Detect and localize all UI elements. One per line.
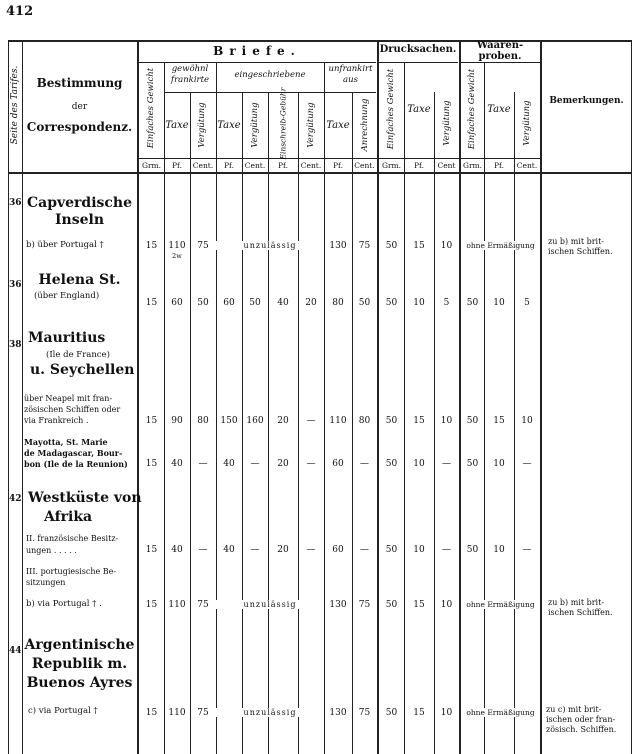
cell: 15 [145,241,158,251]
col-header-bemerkungen: Bemerkungen. [549,96,624,106]
unit-cell: Pf. [494,161,504,170]
country-name: Republik m. [31,656,128,672]
cell: — [250,459,260,469]
cell: 10 [413,459,425,469]
seite-number: 36 [9,198,22,208]
col-header-eingeschriebene: eingeschriebene [234,70,306,80]
col-header-gewicht-briefe: Einfaches Gewicht [146,67,156,149]
cell: — [306,416,316,426]
cell: — [360,459,369,469]
cell: 110 [168,708,186,718]
cell: 40 [171,545,183,555]
cell: 15 [145,459,158,469]
col-header-verguetung-5: Vergütung [522,100,532,146]
cell: 75 [197,241,209,251]
country-name: u. Seychellen [30,362,135,378]
unit-cell: Cent. [516,161,538,170]
country-name: Inseln [54,212,104,228]
country-name: Buenos Ayres [26,675,133,691]
country-name: Helena St. [38,272,121,288]
cell: — [198,545,208,555]
cell: 75 [358,708,371,718]
cell: 50 [385,545,398,555]
col-header-taxe-4: Taxe [407,104,431,115]
cell: 80 [358,416,371,426]
col-header-anrechnung: Anrechnung [360,98,370,152]
cell: 20 [305,298,317,308]
col-header-unfrankirt-1: unfrankirt [328,64,373,74]
cell: — [250,545,260,555]
col-header-verguetung-3: Vergütung [306,102,316,148]
row-label: zösischen Schiffen oder [24,405,121,414]
cell: 50 [358,298,371,308]
row-label: Mayotta, St. Marie [24,437,108,447]
unit-cell: Cent. [300,161,322,170]
cell: 15 [145,298,158,308]
seite-number: 36 [9,280,22,290]
cell: 75 [197,600,209,610]
cell: 60 [332,545,344,555]
cell: — [442,459,451,469]
cell: ohne Ermäßigung [461,241,540,250]
cell: 40 [171,459,183,469]
col-header-verguetung-4: Vergütung [442,100,452,146]
cell: ohne Ermäßigung [461,708,540,717]
cell: 130 [329,708,347,718]
country-name: Mauritius [28,330,106,346]
cell: 50 [197,298,209,308]
remark: ischen Schiffen. [548,608,613,617]
remark: zu c) mit brit- [546,705,602,714]
cell: unzulässig [216,600,324,609]
col-header-bestimmung-1: Bestimmung [36,76,123,90]
cell: 40 [223,545,235,555]
cell: 75 [358,241,371,251]
cell: 15 [413,241,425,251]
page-number: 412 [6,4,34,19]
remark: ischen Schiffen. [548,247,613,256]
cell: — [306,459,316,469]
cell: 5 [524,298,530,308]
seite-number: 44 [9,646,22,656]
unit-cell: Cent. [192,161,214,170]
cell: — [360,545,369,555]
cell: 2w [172,252,182,260]
col-header-taxe-5: Taxe [487,104,511,115]
unit-cell: Cent. [354,161,375,170]
cell: 15 [145,416,158,426]
row-label: de Madagascar, Bour- [24,448,123,458]
unit-cell: Pf. [333,161,343,170]
cell: 10 [413,298,425,308]
cell: 150 [220,416,238,426]
row-label: via Frankreich . [24,416,89,425]
cell: unzulässig [216,241,324,250]
cell: 75 [197,708,209,718]
cell: 50 [385,416,398,426]
row-label: II. französische Besitz- [26,534,119,543]
country-name: Capverdische [26,195,133,211]
cell: 20 [277,545,289,555]
cell: 10 [440,600,453,610]
cell: — [522,545,532,555]
unit-cell: Pf. [172,161,182,170]
cell: 110 [329,416,347,426]
cell: 90 [171,416,183,426]
cell: 110 [168,241,186,251]
cell: 15 [413,600,425,610]
cell: 10 [521,416,533,426]
row-label: ungen . . . . . [26,546,77,555]
col-header-verguetung-1: Vergütung [197,102,207,148]
cell: 10 [493,545,505,555]
cell: ohne Ermäßigung [461,600,540,609]
cell: 50 [466,416,479,426]
cell: — [306,545,316,555]
col-header-bestimmung-2: der [71,102,88,112]
cell: 60 [332,459,344,469]
unit-cell: Pf. [278,161,288,170]
col-header-taxe-3: Taxe [326,120,350,131]
unit-cell: Grm. [462,161,483,170]
cell: 50 [385,600,398,610]
row-label: bon (Ile de la Reunion) [24,459,128,469]
cell: — [198,459,208,469]
cell: 40 [277,298,289,308]
remark: zu b) mit brit- [548,237,605,246]
cell: 130 [329,241,347,251]
cell: 50 [385,298,398,308]
country-name: Argentinische [24,637,135,653]
group-header-waarenproben-2: proben. [478,51,522,62]
group-header-waarenproben-1: Waaren- [476,40,524,51]
unit-cell: Cent [437,161,456,170]
cell: 5 [443,298,450,308]
cell: — [442,545,451,555]
cell: 15 [413,708,425,718]
col-header-einschreib: Einschreib-Gebühr [278,87,288,160]
cell: 60 [171,298,183,308]
group-header-drucksachen: Drucksachen. [379,44,457,55]
col-header-taxe-1: Taxe [165,120,189,131]
country-name: Westküste von [28,490,142,506]
cell: 10 [440,241,453,251]
row-label: b) via Portugal † . [26,599,102,609]
cell: 40 [223,459,235,469]
row-label: c) via Portugal † [28,706,98,716]
cell: 15 [145,600,158,610]
cell: 10 [413,545,425,555]
cell: 15 [413,416,425,426]
cell: 110 [168,600,186,610]
cell: 60 [223,298,235,308]
row-label: III. portugiesische Be- [26,567,117,576]
unit-cell: Pf. [224,161,234,170]
cell: 15 [145,708,158,718]
unit-cell: Pf. [414,161,424,170]
cell: 50 [385,241,398,251]
remark: zösisch. Schiffen. [546,725,617,734]
cell: 15 [493,416,505,426]
cell: 80 [332,298,344,308]
seite-number: 42 [9,494,22,504]
unit-cell: Cent. [244,161,266,170]
col-header-bestimmung-3: Correspondenz. [26,120,133,134]
cell: 50 [466,545,479,555]
col-header-gewoehnl-1: gewöhnl [171,64,209,74]
cell: 50 [249,298,261,308]
unit-cell: Grm. [381,161,402,170]
cell: 10 [493,459,505,469]
row-label: über Neapel mit fran- [24,394,113,403]
col-header-gewicht-waaren: Einfaches Gewicht [467,68,477,150]
col-header-gewoehnl-2: frankirte [170,75,210,85]
remark: ischen oder fran- [546,715,616,724]
cell: 20 [277,459,289,469]
group-header-briefe: Briefe. [213,44,301,58]
cell: 50 [466,298,479,308]
remark: zu b) mit brit- [548,598,605,607]
row-label: (über England) [34,291,100,301]
row-label: b) über Portugal † [26,240,104,250]
cell: 50 [466,459,479,469]
cell: 10 [493,298,505,308]
cell: 80 [197,416,209,426]
cell: 20 [277,416,289,426]
seite-number: 38 [9,340,22,350]
cell: 75 [358,600,371,610]
cell: 130 [329,600,347,610]
cell: 10 [440,708,453,718]
country-name: Afrika [44,509,93,525]
cell: 50 [385,459,398,469]
col-header-seite: Seite des Tarifes. [10,65,20,145]
country-sub: (Ile de France) [46,350,110,360]
cell: — [522,459,532,469]
cell: 10 [440,416,453,426]
cell: 50 [385,708,398,718]
row-label: sitzungen [26,578,66,587]
cell: 160 [246,416,264,426]
col-header-taxe-2: Taxe [217,120,241,131]
col-header-verguetung-2: Vergütung [250,102,260,148]
unit-cell: Grm. [141,161,162,170]
cell: 15 [145,545,158,555]
col-header-gewicht-druck: Einfaches Gewicht [386,68,396,150]
col-header-unfrankirt-2: aus [343,75,358,85]
cell: unzulässig [216,708,324,717]
